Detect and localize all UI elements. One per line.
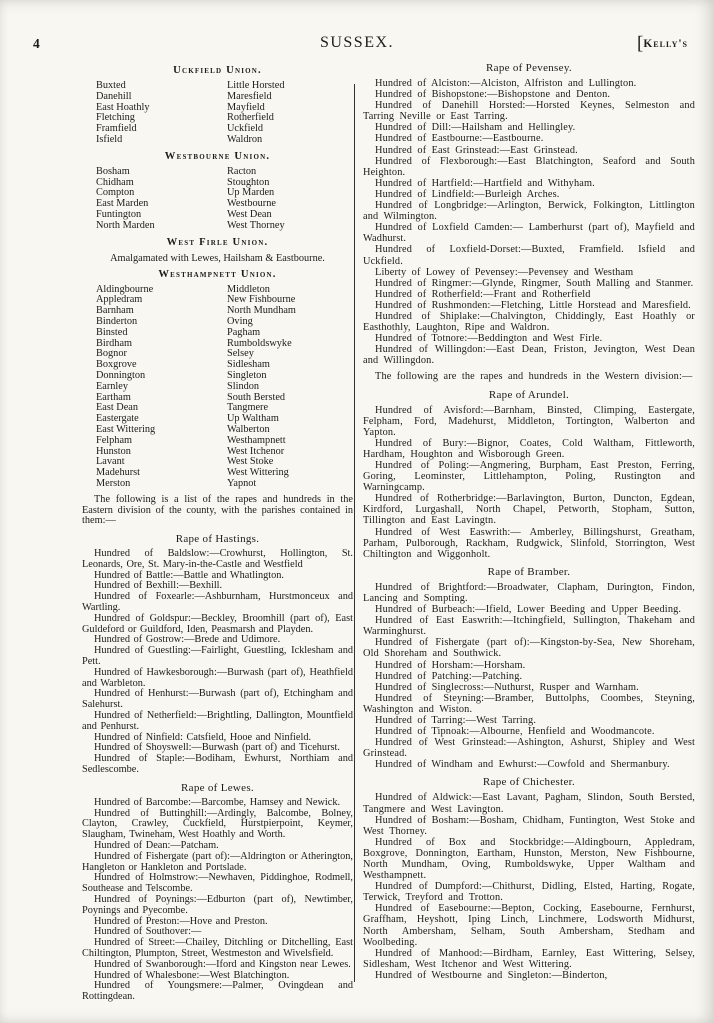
- hundred-entry: Hundred of Tarring:—West Tarring.: [375, 714, 537, 726]
- parish-name: West Thorney: [227, 219, 285, 231]
- parish-name: Felpham: [96, 434, 133, 446]
- parish-name: Westhampnett: [227, 434, 286, 446]
- parish-name: Earnley: [96, 380, 129, 392]
- hundred-entry: Hundred of West Easwrith:— Amberley, Billingshurst, Greatham, Parham, Pulborough, Rackham, Rudgwick, Slinfold, Storrington, West Chiltington and Wiggonholt.: [363, 526, 695, 560]
- parish-name: Framfield: [96, 123, 137, 135]
- hundred-entry: Hundred of Barcombe:—Barcombe, Hamsey and Newick.: [94, 796, 341, 808]
- hundred-entry: Hundred of Swanborough:—Iford and Kingston near Lewes.: [94, 958, 351, 970]
- parish-name: South Bersted: [227, 391, 286, 403]
- rape-heading: Rape of Pevensey.: [486, 62, 572, 74]
- hundred-entry: Hundred of Alciston:—Alciston, Alfriston and Lullington.: [375, 78, 637, 89]
- hundred-entry: Hundred of Patching:—Patching.: [375, 670, 523, 682]
- parish-name: Rumboldswyke: [227, 337, 292, 349]
- hundred-entry: Hundred of Box and Stockbridge:—Aldingbourn, Appledram, Boxgrove, Donnington, Eartham, Hunston, Merston, New Fishbourne, North Mundham, Oving, Rumboldswyke, Upper Waltham and Westhampnett.: [363, 836, 695, 882]
- hundred-entry: Hundred of Poynings:—Edburton (part of), Newtimber, Poynings and Pyecombe.: [82, 894, 353, 916]
- hundred-entry: Hundred of Longbridge:—Arlington, Berwick, Folkington, Littlington and Wilmington.: [363, 200, 695, 223]
- parish-name: Tangmere: [227, 402, 269, 414]
- rape-heading: Rape of Lewes.: [181, 781, 254, 794]
- parish-name: Lavant: [96, 456, 125, 468]
- hundred-entry: Hundred of Bury:—Bignor, Coates, Cold Waltham, Fittleworth, Hardham, Houghton and Wisborough Green.: [363, 437, 695, 460]
- bracket-glyph: [: [637, 33, 644, 54]
- kellys-label: Kelly's: [643, 38, 688, 50]
- hundred-entry: Hundred of Hawkesborough:—Burwash (part of), Heathfield and Warbleton.: [82, 666, 353, 689]
- parish-name: Selsey: [227, 348, 254, 360]
- parish-name: Fletching: [96, 112, 135, 124]
- hundred-entry: Hundred of Staple:—Bodiham, Ewhurst, Northiam and Sedlescombe.: [82, 753, 353, 776]
- hundred-entry: Hundred of Aldwick:—East Lavant, Pagham, Slindon, South Bersted, Tangmere and West Lavington.: [363, 792, 695, 815]
- parish-name: Appledram: [96, 294, 143, 306]
- hundred-entry: Hundred of Danehill Horsted:—Horsted Keynes, Selmeston and Tarring Neville or East Tarring.: [363, 100, 695, 123]
- rape-heading: Rape of Bramber.: [487, 565, 571, 578]
- parish-name: Up Waltham: [227, 413, 279, 425]
- parish-name: Middleton: [227, 283, 270, 295]
- hundred-entry: Hundred of Goldspur:—Beckley, Broomhill (part of), East Guldeford or Guildford, Iden, Peasmarsh and Playden.: [82, 612, 353, 635]
- parish-name: Bognor: [96, 348, 127, 360]
- parish-name: East Wittering: [96, 423, 156, 435]
- hundred-entry: Hundred of Street:—Chailey, Ditchling or Ditchelling, East Chiltington, Plumpton, Street, Westmeston and Wivelsfield.: [82, 937, 353, 959]
- left-column: [82, 60, 353, 1003]
- parish-name: Buxted: [96, 80, 126, 91]
- hundred-entry: Hundred of Shiplake:—Chalvington, Chiddingly, East Hoathly or Easthothly, Laughton, Ripe and Waldron.: [363, 310, 695, 334]
- parish-name: Mayfield: [227, 101, 265, 113]
- hundred-entry: Hundred of Brightford:—Broadwater, Clapham, Durington, Findon, Lancing and Sompting.: [363, 581, 695, 604]
- parish-name: Hunston: [96, 445, 131, 457]
- hundred-entry: Hundred of Hartfield:—Hartfield and Withyham.: [375, 177, 595, 189]
- hundred-entry: Hundred of Rotherfield:—Frant and Rotherfield: [375, 288, 591, 300]
- hundred-entry: Hundred of Netherfield:—Brightling, Dallington, Mountfield and Penhurst.: [82, 710, 353, 732]
- eastern-division-intro: The following is a list of the rapes and hundreds in the Eastern division of the county, with the parishes contained in them:—: [82, 493, 353, 527]
- hundred-entry: Hundred of Henhurst:—Burwash (part of), Etchingham and Salehurst.: [82, 688, 353, 711]
- hundred-entry: Hundred of Ninfield: Catsfield, Hooe and Ninfield.: [94, 731, 312, 743]
- parish-name: New Fishbourne: [227, 294, 296, 306]
- hundred-entry: Hundred of Rotherbridge:—Barlavington, Burton, Duncton, Egdean, Kirdford, Lurgashall, North Chapel, Petworth, Stopham, Sutton, Tillington and East Lavingtn.: [363, 493, 695, 527]
- parish-name: Merston: [96, 477, 131, 489]
- parish-name: Little Horsted: [227, 80, 285, 91]
- hundred-entry: Hundred of Avisford:—Barnham, Binsted, Climping, Eastergate, Felpham, Ford, Madehurst, Middleton, Tortington, Walberton and Yapton.: [363, 404, 695, 438]
- hundred-entry: Hundred of Loxfield Camden:— Lamberhurst (part of), Mayfield and Wadhurst.: [363, 222, 695, 245]
- parish-name: Barnham: [96, 305, 134, 317]
- parish-name: Binderton: [96, 315, 138, 327]
- hundred-entry: Hundred of Bishopstone:—Bishopstone and Denton.: [375, 89, 611, 101]
- parish-name: Singleton: [227, 369, 267, 381]
- hundred-entry: Hundred of Gostrow:—Brede and Udimore.: [94, 634, 281, 646]
- right-column: [363, 56, 695, 981]
- hundred-entry: Hundred of Willingdon:—East Dean, Friston, Jevington, West Dean and Willingdon.: [363, 344, 695, 367]
- parish-name: Yapnot: [227, 477, 257, 489]
- parish-name: Birdham: [96, 337, 133, 349]
- parish-name: Donnington: [96, 369, 146, 381]
- hundred-entry: Hundred of Poling:—Angmering, Burpham, East Preston, Ferring, Goring, Leominster, Littlehampton, Poling, Rustington and Warningcamp.: [363, 460, 695, 494]
- parish-name: West Itchenor: [227, 445, 285, 457]
- hundred-entry: Hundred of Windham and Ewhurst:—Cowfold and Shermanbury.: [375, 759, 670, 771]
- parish-name: Funtington: [96, 208, 142, 220]
- hundred-entry: Hundred of Dumpford:—Chithurst, Didling, Elsted, Harting, Rogate, Terwick, Treyford and Trotton.: [363, 881, 695, 904]
- parish-name: East Marden: [96, 198, 149, 210]
- running-head-right: [637, 33, 688, 55]
- parish-name: Binsted: [96, 326, 128, 338]
- page-title: SUSSEX.: [319, 34, 395, 51]
- hundred-entry: Hundred of Totnore:—Beddington and West Firle.: [375, 333, 603, 345]
- hundred-entry: Hundred of Singlecross:—Nuthurst, Rusper and Warnham.: [375, 681, 639, 693]
- parish-name: Slindon: [227, 380, 260, 392]
- parish-name: Boxgrove: [96, 359, 137, 371]
- hundred-entry: Hundred of Flexborough:—East Blatchington, Seaford and South Heighton.: [363, 155, 695, 178]
- hundred-entry: Hundred of Baldslow:—Crowhurst, Hollington, St. Leonards, Ore, St. Mary-in-the-Castle and Westfield: [82, 548, 353, 570]
- parish-name: Eastergate: [96, 413, 139, 425]
- hundred-entry: Hundred of Fishergate (part of):—Kingston-by-Sea, New Shoreham, Old Shoreham and Southwick.: [363, 637, 695, 660]
- parish-name: Westbourne: [227, 198, 276, 210]
- hundred-entry: Hundred of Holmstrow:—Newhaven, Piddinghoe, Rodmell, Southease and Telscombe.: [82, 872, 353, 895]
- hundred-entry: Hundred of Easebourne:—Bepton, Cocking, Easebourne, Fernhurst, Graffham, Heyshott, Iping Linch, Linchmere, Lodsworth Midhurst, North Ambersham, Selham, South Ambersham, Stedham and Woolbeding.: [363, 903, 695, 948]
- hundred-entry: Hundred of Loxfield-Dorset:—Buxted, Framfield. Isfield and Uckfield.: [363, 244, 695, 267]
- hundred-entry: Hundred of Steyning:—Bramber, Buttolphs, Coombes, Steyning, Washington and Wiston.: [363, 692, 695, 715]
- hundred-entry: Liberty of Lowey of Pevensey:—Pevensey and Westham: [375, 266, 634, 278]
- parish-name: Isfield: [96, 133, 123, 145]
- parish-name: Madehurst: [96, 467, 141, 479]
- parish-name: Racton: [227, 165, 257, 177]
- rape-heading: Rape of Chichester.: [482, 776, 576, 789]
- parish-name: Aldingbourne: [96, 283, 154, 295]
- hundred-entry: Hundred of East Easwrith:—Itchingfield, Sullington, Thakeham and Warminghurst.: [363, 615, 695, 638]
- hundred-entry: Hundred of Dean:—Patcham.: [94, 840, 219, 852]
- parish-name: Oving: [227, 315, 253, 327]
- hundred-entry: Hundred of Preston:—Hove and Preston.: [94, 915, 268, 927]
- hundred-entry: Hundred of Southover:—: [94, 926, 202, 938]
- union-heading: West Firle Union.: [166, 236, 269, 248]
- parish-name: East Hoathly: [96, 101, 150, 113]
- parish-name: North Marden: [96, 219, 155, 231]
- hundred-entry: Hundred of Shoyswell:—Burwash (part of) and Ticehurst.: [94, 742, 340, 754]
- hundred-entry: Hundred of Eastbourne:—Eastbourne.: [375, 133, 544, 145]
- parish-name: Chidham: [96, 176, 134, 188]
- parish-name: Eartham: [96, 391, 131, 403]
- column-divider-rule: [354, 84, 355, 982]
- hundred-entry: Hundred of West Grinstead:—Ashington, Ashurst, Shipley and West Grinstead.: [363, 737, 695, 760]
- parish-name: Pagham: [227, 326, 261, 338]
- hundred-entry: Hundred of Horsham:—Horsham.: [375, 659, 526, 671]
- hundred-entry: Hundred of Fishergate (part of):—Aldrington or Atherington, Hangleton or Hankleton and Portslade.: [82, 850, 353, 873]
- parish-name: Rotherfield: [227, 112, 274, 124]
- parish-name: Uckfield: [227, 123, 264, 135]
- rape-heading: Rape of Arundel.: [488, 388, 570, 401]
- parish-name: Danehill: [96, 90, 132, 102]
- rape-heading: Rape of Hastings.: [175, 533, 260, 546]
- parish-name: Compton: [96, 187, 135, 199]
- hundred-entry: Hundred of Foxearle:—Ashburnham, Hurstmonceux and Wartling.: [82, 591, 353, 614]
- parish-name: Up Marden: [227, 187, 275, 199]
- hundred-entry: Hundred of Guestling:—Fairlight, Guestling, Icklesham and Pett.: [82, 645, 353, 668]
- hundred-entry: Hundred of Westbourne and Singleton:—Binderton,: [375, 969, 608, 981]
- unions-section: [82, 65, 353, 490]
- hundred-entry: Hundred of Bosham:—Bosham, Chidham, Funtington, West Stoke and West Thorney.: [363, 814, 695, 837]
- parish-name: West Stoke: [227, 456, 274, 468]
- parish-name: West Wittering: [227, 467, 289, 479]
- hundred-entry: Hundred of Ringmer:—Glynde, Ringmer, South Malling and Stanmer.: [375, 277, 694, 289]
- parish-list: [96, 285, 353, 490]
- hundred-entry: Hundred of Youngsmere:—Palmer, Ovingdean and Rottingdean.: [82, 980, 353, 1003]
- hundred-entry: Hundred of Rushmonden:—Fletching, Little Horstead and Maresfield.: [375, 299, 691, 311]
- union-heading: Westbourne Union.: [164, 150, 271, 162]
- page-number: 4: [33, 36, 40, 51]
- hundred-entry: Hundred of East Grinstead:—East Grinstead.: [375, 144, 578, 156]
- hundred-entry: Hundred of Tipnoak:—Albourne, Henfield and Woodmancote.: [375, 726, 655, 738]
- parish-list: [96, 81, 353, 146]
- parish-name: East Dean: [96, 402, 139, 414]
- parish-name: West Dean: [227, 208, 272, 220]
- union-heading: Uckfield Union.: [173, 65, 262, 76]
- hundred-entry: Hundred of Burbeach:—Ifield, Lower Beeding and Upper Beeding.: [375, 604, 682, 616]
- hundred-entry: Hundred of Dill:—Hailsham and Hellingley.: [375, 122, 576, 134]
- hundred-entry: Hundred of Buttinghill:—Ardingly, Balcombe, Bolney, Clayton, Crawley, Cuckfield, Hurstpierpoint, Keymer, Slaugham, Twineham, West Hoathly and Worth.: [82, 807, 353, 841]
- hundred-entry: Hundred of Whalesbone:—West Blatchington.: [94, 969, 290, 981]
- parish-name: Sidlesham: [227, 359, 270, 371]
- rape-pevensey-section: [363, 62, 695, 366]
- parish-name: Maresfield: [227, 90, 272, 102]
- union-note: Amalgamated with Lewes, Hailsham & Eastbourne.: [110, 252, 325, 264]
- western-division-intro: The following are the rapes and hundreds in the Western division:—: [375, 371, 693, 383]
- parish-name: Walberton: [227, 423, 270, 435]
- parish-name: Bosham: [96, 165, 130, 177]
- hundred-entry: Hundred of Manhood:—Birdham, Earnley, East Wittering, Selsey, Sidlesham, West Itchenor and West Wittering.: [363, 947, 695, 970]
- hundred-entry: Hundred of Lindfield:—Burleigh Arches.: [375, 188, 560, 200]
- parish-list: [96, 167, 353, 232]
- parish-name: Stoughton: [227, 176, 270, 188]
- parish-name: Waldron: [227, 133, 263, 145]
- union-heading: Westhampnett Union.: [158, 268, 277, 280]
- hundred-entry: Hundred of Battle:—Battle and Whatlington.: [94, 569, 284, 581]
- right-rapes-section: [363, 389, 695, 982]
- hundred-entry: Hundred of Bexhill:—Bexhill.: [94, 580, 223, 592]
- parish-name: North Mundham: [227, 305, 296, 317]
- left-rapes-section: [82, 533, 353, 1003]
